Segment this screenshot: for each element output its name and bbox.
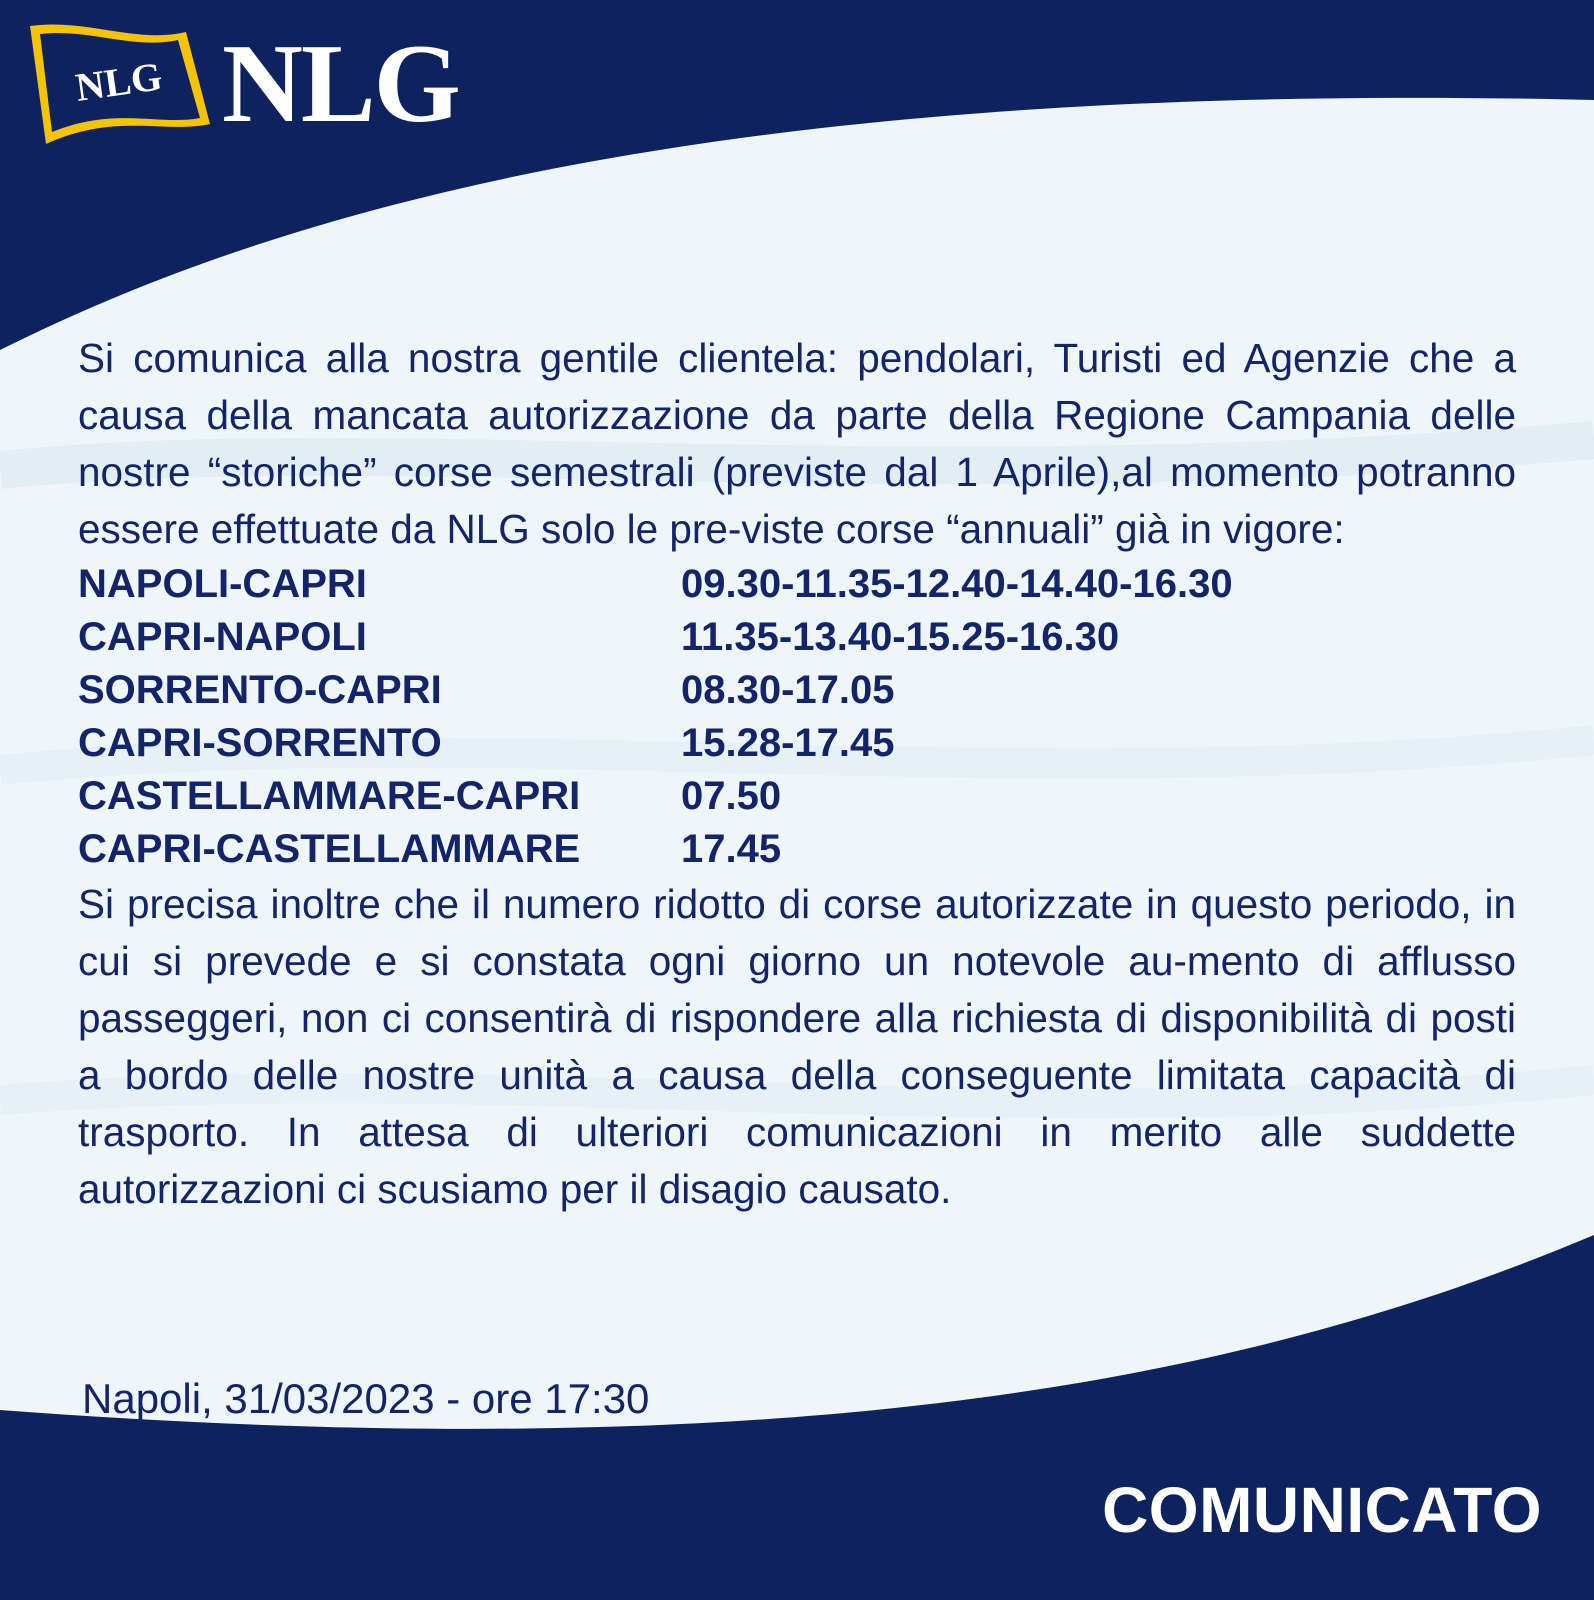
nlg-flag-logo [26,20,216,152]
route-name: CAPRI-NAPOLI [78,615,367,659]
intro-paragraph: Si comunica alla nostra gentile clientela: pendolari, Turisti ed Agenzie che a causa della mancata autorizzazione da parte della Regione Campania delle nostre “storiche” corse semestrali (previste dal 1 Aprile),al momento potranno essere effettuate da NLG solo le pre-viste corse “annuali” già in vigore: [78,335,1516,552]
route-times: 15.28-17.45 [681,721,895,765]
closing-paragraph: Si precisa inoltre che il numero ridotto di corse autorizzate in questo periodo, in cui si prevede e si constata ogni giorno un notevole au-mento di afflusso passeggeri, non ci consentirà di rispondere alla richiesta di disponibilità di posti a bordo delle nostre unità a causa della conseguente limitata capacità di trasporto. In attesa di ulteriori comunicazioni in merito alle suddette autorizzazioni ci scusiamo per il disagio causato. [78,881,1516,1212]
route-name: CAPRI-CASTELLAMMARE [78,827,581,871]
route-times: 17.45 [681,827,782,871]
flag-text: NLG [72,53,165,110]
date-line: Napoli, 31/03/2023 - ore 17:30 [82,1375,650,1422]
route-times: 09.30-11.35-12.40-14.40-16.30 [681,562,1233,606]
route-row [78,823,1516,876]
route-row [78,664,1516,717]
route-name: CAPRI-SORRENTO [78,721,442,765]
route-times: 07.50 [681,774,782,818]
routes-table [78,558,1516,876]
brand-name: NLG [222,22,459,146]
route-name: CASTELLAMMARE-CAPRI [78,774,581,818]
route-name: SORRENTO-CAPRI [78,668,442,712]
route-row [78,558,1516,611]
route-times: 11.35-13.40-15.25-16.30 [681,615,1120,659]
footer-label: COMUNICATO [1102,1474,1542,1546]
announcement-body [78,330,1516,1218]
route-times: 08.30-17.05 [681,668,895,712]
route-row [78,770,1516,823]
route-name: NAPOLI-CAPRI [78,562,367,606]
route-row [78,717,1516,770]
route-row [78,611,1516,664]
